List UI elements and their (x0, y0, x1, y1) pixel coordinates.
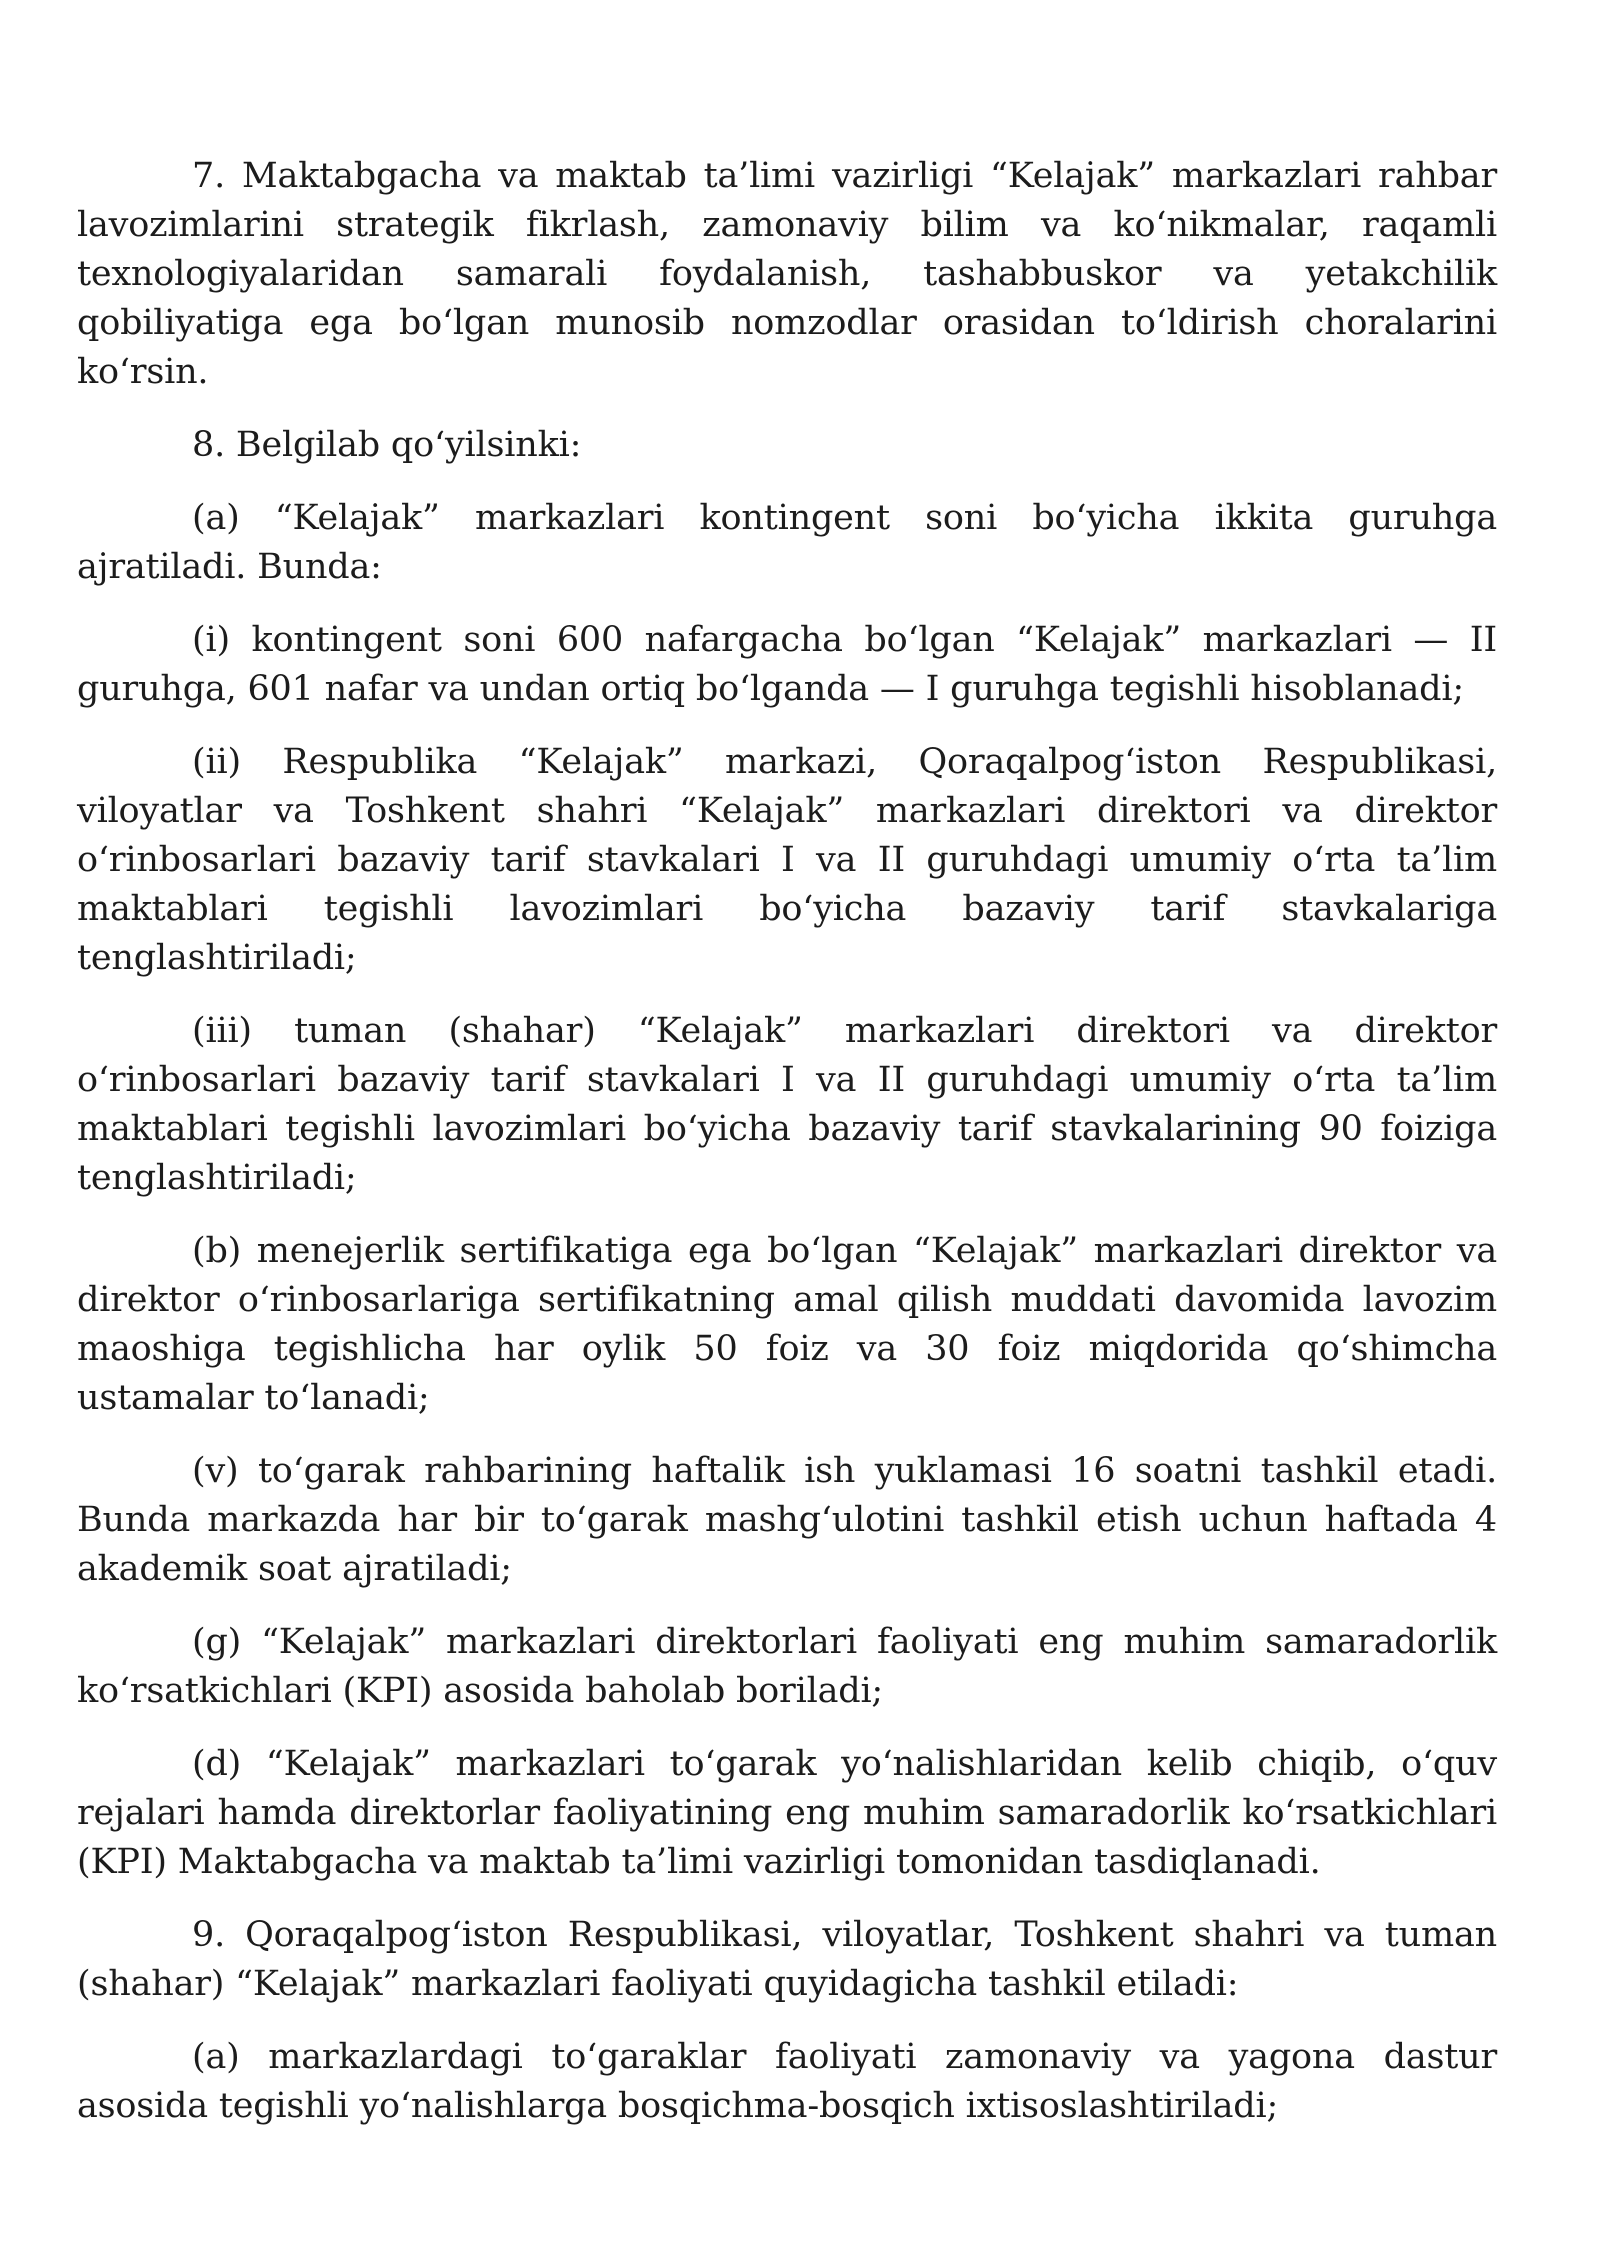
paragraph-8-d: (d) “Kelajak” markazlari to‘garak yo‘nalishlaridan kelib chiqib, o‘quv rejalari hamda direktorlar faoliyatining eng muhim samaradorlik ko‘rsatkichlari (KPI) Maktabgacha va maktab ta’limi vazirligi tomonidan tasdiqlanadi. (77, 1744, 1497, 1882)
paragraph-8: 8. Belgilab qo‘yilsinki: (192, 425, 582, 465)
document-body (77, 152, 1497, 2155)
paragraph-8-a-i: (i) kontingent soni 600 nafargacha bo‘lgan “Kelajak” markazlari — II guruhga, 601 nafar va undan ortiq bo‘lganda — I guruhga tegishli hisoblanadi; (77, 620, 1497, 709)
paragraph-8-a-iii: (iii) tuman (shahar) “Kelajak” markazlari direktori va direktor o‘rinbosarlari bazaviy tarif stavkalari I va II guruhdagi umumiy o‘rta ta’lim maktablari tegishli lavozimlari bo‘yicha bazaviy tarif stavkalarining 90 foiziga tenglashtiriladi; (77, 1011, 1497, 1198)
paragraph-9: 9. Qoraqalpog‘iston Respublikasi, viloyatlar, Toshkent shahri va tuman (shahar) “Kelajak” markazlari faoliyati quyidagicha tashkil etiladi: (77, 1915, 1497, 2004)
paragraph-8-a: (a) “Kelajak” markazlari kontingent soni bo‘yicha ikkita guruhga ajratiladi. Bunda: (77, 498, 1497, 587)
paragraph-8-a-ii: (ii) Respublika “Kelajak” markazi, Qoraqalpog‘iston Respublikasi, viloyatlar va Toshkent shahri “Kelajak” markazlari direktori va direktor o‘rinbosarlari bazaviy tarif stavkalari I va II guruhdagi umumiy o‘rta ta’lim maktablari tegishli lavozimlari bo‘yicha bazaviy tarif stavkalariga tenglashtiriladi; (77, 742, 1497, 978)
paragraph-7: 7. Maktabgacha va maktab ta’limi vazirligi “Kelajak” markazlari rahbar lavozimlarini strategik fikrlash, zamonaviy bilim va ko‘nikmalar, raqamli texnologiyalaridan samarali foydalanish, tashabbuskor va yetakchilik qobiliyatiga ega bo‘lgan munosib nomzodlar orasidan to‘ldirish choralarini ko‘rsin. (77, 156, 1497, 392)
paragraph-8-b: (b) menejerlik sertifikatiga ega bo‘lgan “Kelajak” markazlari direktor va direktor o‘rinbosarlariga sertifikatning amal qilish muddati davomida lavozim maoshiga tegishlicha har oylik 50 foiz va 30 foiz miqdorida qo‘shimcha ustamalar to‘lanadi; (77, 1231, 1497, 1418)
paragraph-9-a: (a) markazlardagi to‘garaklar faoliyati zamonaviy va yagona dastur asosida tegishli yo‘nalishlarga bosqichma-bosqich ixtisoslashtiriladi; (77, 2037, 1497, 2126)
paragraph-8-g: (g) “Kelajak” markazlari direktorlari faoliyati eng muhim samaradorlik ko‘rsatkichlari (KPI) asosida baholab boriladi; (77, 1622, 1497, 1711)
paragraph-8-v: (v) to‘garak rahbarining haftalik ish yuklamasi 16 soatni tashkil etadi. Bunda markazda har bir to‘garak mashg‘ulotini tashkil etish uchun haftada 4 akademik soat ajratiladi; (77, 1451, 1497, 1589)
